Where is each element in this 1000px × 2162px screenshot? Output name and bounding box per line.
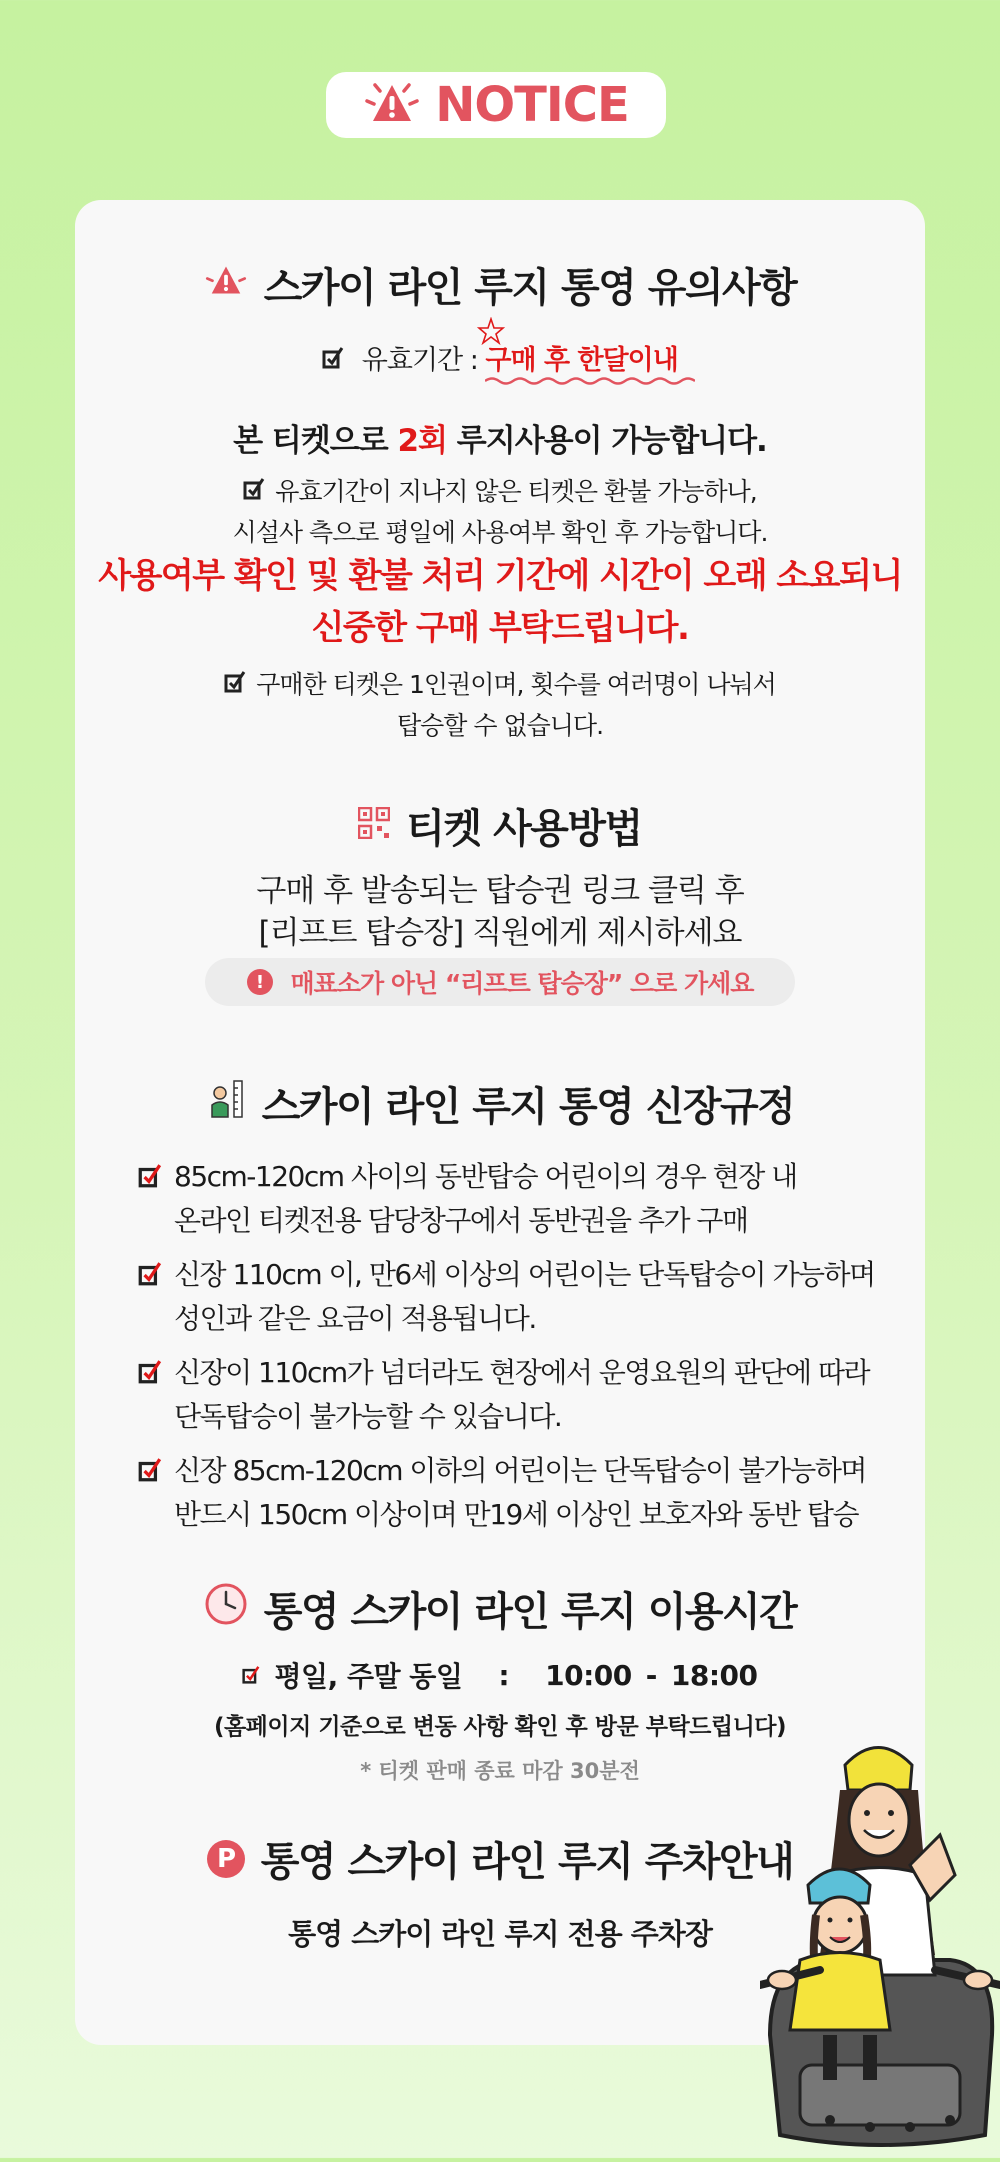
hours-dash: - bbox=[645, 1658, 657, 1692]
validity-value-text: 구매 후 한달이내 bbox=[485, 345, 678, 376]
refund-line-2: 시설사 측으로 평일에 사용여부 확인 후 가능합니다. bbox=[232, 518, 768, 547]
qr-code-icon bbox=[358, 803, 390, 849]
checkbox-icon bbox=[138, 1351, 174, 1389]
notice-badge bbox=[326, 72, 666, 138]
usage-line-2: [리프트 탑승장] 직원에게 제시하세요 bbox=[258, 915, 742, 951]
section-parking-title: 통영 스카이 라인 루지 주차안내 bbox=[260, 1839, 794, 1885]
validity-row bbox=[75, 338, 925, 377]
section-hours-heading bbox=[75, 1580, 925, 1637]
refund-note bbox=[75, 472, 925, 553]
usage-count-line bbox=[75, 415, 925, 460]
notice-title: NOTICE bbox=[435, 77, 629, 133]
checkbox-icon bbox=[138, 1449, 174, 1487]
validity-value bbox=[485, 345, 677, 376]
exclamation-icon: ! bbox=[247, 969, 273, 995]
parking-info: 통영 스카이 라인 루지 전용 주차장 bbox=[288, 1917, 712, 1951]
star-icon bbox=[477, 317, 505, 345]
lift-station-warning bbox=[205, 958, 795, 1006]
height-rules-list bbox=[138, 1155, 898, 1547]
luge-riders-illustration bbox=[760, 1735, 1000, 2158]
validity-label: 유효기간 : bbox=[361, 345, 478, 376]
warning-line-2: 신중한 구매 부탁드립니다. bbox=[311, 608, 689, 648]
hours-days: 평일, 주말 동일 bbox=[274, 1660, 463, 1693]
checkbox-icon bbox=[224, 666, 246, 706]
checkbox-icon bbox=[322, 346, 344, 377]
refund-line-1: 유효기간이 지나지 않은 티켓은 환불 가능하나, bbox=[275, 477, 757, 506]
rule-line: 85cm-120cm 사이의 동반탑승 어린이의 경우 현장 내 bbox=[174, 1160, 797, 1193]
ticket-usage-instructions bbox=[75, 870, 925, 954]
hours-note: (홈페이지 기준으로 변동 사항 확인 후 방문 부탁드립니다) bbox=[213, 1714, 787, 1740]
usage-pre: 본 티켓으로 bbox=[233, 423, 398, 459]
hours-close: 18:00 bbox=[670, 1658, 758, 1692]
ticket-line-2: 탑승할 수 없습니다. bbox=[396, 711, 604, 740]
section-cautions-heading bbox=[75, 256, 925, 313]
warning-light-icon bbox=[363, 79, 421, 131]
list-item bbox=[138, 1351, 898, 1439]
section-ticket-usage-title: 티켓 사용방법 bbox=[406, 806, 642, 852]
clock-icon bbox=[204, 1582, 248, 1636]
list-item bbox=[138, 1449, 898, 1537]
usage-count: 2회 bbox=[397, 423, 448, 459]
section-cautions-title: 스카이 라인 루지 통영 유의사항 bbox=[263, 265, 797, 311]
section-ticket-usage-heading bbox=[75, 797, 925, 854]
rule-line: 온라인 티켓전용 담당창구에서 동반권을 추가 구매 bbox=[174, 1204, 748, 1237]
section-height-rules-title: 스카이 라인 루지 통영 신장규정 bbox=[261, 1084, 795, 1130]
usage-post: 루지사용이 가능합니다. bbox=[447, 423, 767, 459]
checkbox-icon bbox=[243, 473, 265, 513]
list-item bbox=[138, 1155, 898, 1243]
section-hours-title: 통영 스카이 라인 루지 이용시간 bbox=[263, 1589, 797, 1635]
height-measure-icon bbox=[206, 1079, 246, 1129]
wavy-underline bbox=[485, 376, 695, 386]
rule-line: 성인과 같은 요금이 적용됩니다. bbox=[174, 1302, 536, 1335]
checkbox-icon bbox=[242, 1659, 260, 1692]
refund-warning bbox=[75, 550, 925, 654]
parking-icon: P bbox=[207, 1840, 245, 1878]
hours-row bbox=[75, 1655, 925, 1695]
list-item bbox=[138, 1253, 898, 1341]
rule-line: 단독탑승이 불가능할 수 있습니다. bbox=[174, 1400, 562, 1433]
usage-line-1: 구매 후 발송되는 탑승권 링크 클릭 후 bbox=[256, 873, 744, 909]
rule-line: 신장 110cm 이, 만6세 이상의 어린이는 단독탑승이 가능하며 bbox=[174, 1258, 875, 1291]
ticket-line-1: 구매한 티켓은 1인권이며, 횟수를 여러명이 나눠서 bbox=[256, 670, 776, 699]
checkbox-icon bbox=[138, 1155, 174, 1193]
section-height-rules-heading bbox=[75, 1075, 925, 1132]
lift-warning-text: 매표소가 아닌 “리프트 탑승장” 으로 가세요 bbox=[290, 969, 754, 998]
warning-line-1: 사용여부 확인 및 환불 처리 기간에 시간이 오래 소요되니 bbox=[98, 556, 902, 596]
warning-light-icon bbox=[204, 262, 248, 308]
checkbox-icon bbox=[138, 1253, 174, 1291]
ticket-cutoff-note: * 티켓 판매 종료 마감 30분전 bbox=[360, 1759, 640, 1783]
rule-line: 반드시 150cm 이상이며 만19세 이상인 보호자와 동반 탑승 bbox=[174, 1498, 859, 1531]
hours-open: 10:00 bbox=[545, 1658, 632, 1692]
hours-colon: : bbox=[498, 1658, 510, 1692]
rule-line: 신장이 110cm가 넘더라도 현장에서 운영요원의 판단에 따라 bbox=[174, 1356, 870, 1389]
ticket-person-note bbox=[75, 665, 925, 746]
rule-line: 신장 85cm-120cm 이하의 어린이는 단독탑승이 불가능하며 bbox=[174, 1454, 866, 1487]
